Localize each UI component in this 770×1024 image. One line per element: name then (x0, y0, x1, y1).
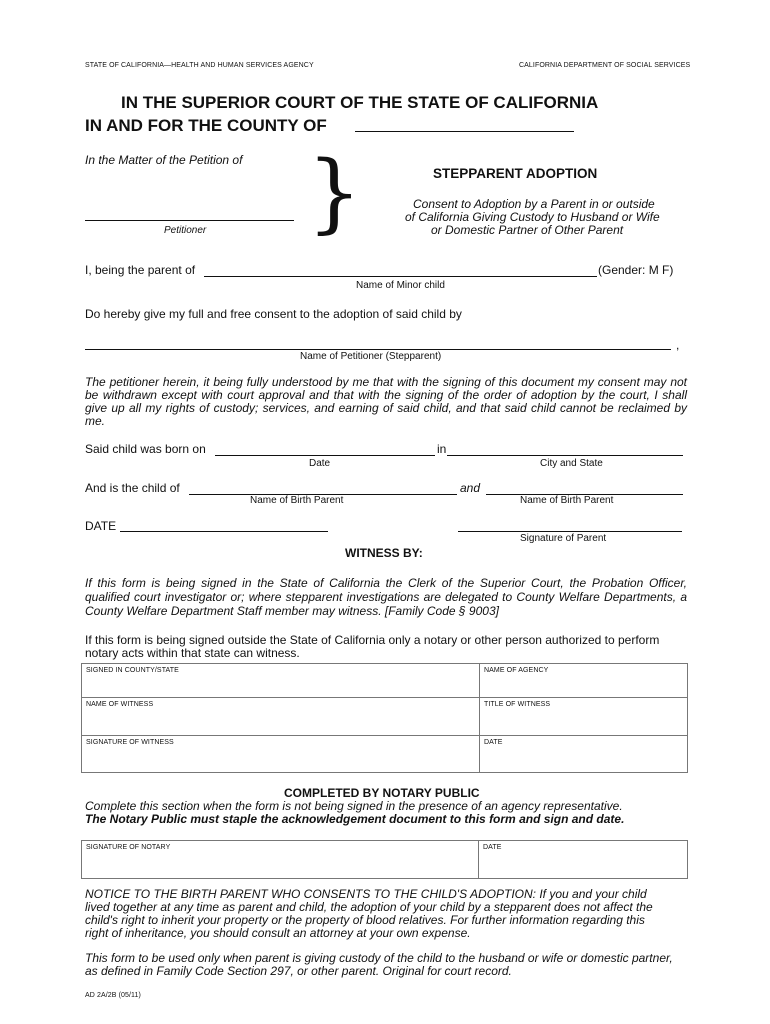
notary-instruction: Complete this section when the form is not being signed in the presence of an agency representative. (85, 799, 623, 813)
outside-witness-text: If this form is being signed outside the State of California only a notary or other person authorized to perform notary acts within that state can witness. (85, 633, 660, 660)
and-label: and (460, 481, 481, 495)
petitioner-field[interactable] (85, 220, 294, 221)
witness-date-label: DATE (484, 739, 503, 746)
notary-date-label: DATE (483, 844, 502, 851)
parent-signature-field[interactable] (458, 531, 682, 532)
witness-title-label: TITLE OF WITNESS (484, 701, 551, 708)
signature-label: Signature of Parent (520, 533, 607, 544)
comma: , (676, 338, 680, 352)
born-on-label: Said child was born on (85, 442, 206, 456)
birth-parent-1-label: Name of Birth Parent (250, 495, 344, 506)
birth-parent-notice: NOTICE TO THE BIRTH PARENT WHO CONSENTS TO THE CHILD'S ADOPTION: If you and your child lived together at any time as parent and child, the adoption of your child by a stepparent does not affect the child's right to inherit your property or the property of blood relatives. For further information regarding this right of inheritance, you should consult an attorney at your own expense. (85, 887, 653, 940)
notary-table (81, 840, 688, 879)
minor-child-field[interactable] (204, 276, 597, 277)
agency-cell[interactable] (480, 664, 687, 698)
county-field[interactable] (355, 131, 574, 132)
understanding-paragraph: The petitioner herein, it being fully understood by me that with the signing of this document my consent may not be withdrawn except with court approval and that with the signing of the order of adoption by the court, I shall give up all my rights of custody; services, and earning of said child, and that said child cannot be reclaimed by me. (85, 375, 687, 428)
witness-title-cell[interactable] (480, 698, 687, 736)
witness-signature-label: SIGNATURE OF WITNESS (86, 739, 174, 746)
form-title: STEPPARENT ADOPTION (433, 166, 598, 181)
signed-in-cell[interactable] (82, 664, 480, 698)
gender-field[interactable]: (Gender: M F) (598, 263, 674, 277)
witness-date-cell[interactable] (480, 736, 687, 772)
date-label: Date (309, 458, 331, 469)
witness-signature-cell[interactable] (82, 736, 480, 772)
witness-heading: WITNESS BY: (345, 546, 423, 560)
form-subtitle-3: or Domestic Partner of Other Parent (431, 223, 624, 237)
city-state-label: City and State (540, 458, 603, 469)
date-field-label: DATE (85, 519, 117, 533)
signed-in-label: SIGNED IN COUNTY/STATE (86, 667, 179, 674)
minor-child-label: Name of Minor child (356, 280, 445, 291)
agency-label: NAME OF AGENCY (484, 667, 549, 674)
california-witness-text: If this form is being signed in the State of California the Clerk of the Superior Court, the Probation Officer, qualified court investigator or; where stepparent investigations are delegated to County Welfare Departments, a County Welfare Department Staff member may witness. [Family Code § 9003] (85, 576, 687, 618)
form-subtitle-2: of California Giving Custody to Husband or Wife (405, 210, 660, 224)
notary-heading: COMPLETED BY NOTARY PUBLIC (284, 786, 480, 800)
witness-name-label: NAME OF WITNESS (86, 701, 154, 708)
matter-label: In the Matter of the Petition of (85, 153, 243, 167)
form-usage-note: This form to be used only when parent is giving custody of the child to the husband or wife or domestic partner, as defined in Family Code Section 297, or other parent. Original for court record. (85, 951, 673, 978)
birth-city-state-field[interactable] (447, 455, 683, 456)
department-header: CALIFORNIA DEPARTMENT OF SOCIAL SERVICES (519, 62, 691, 69)
form-subtitle-1: Consent to Adoption by a Parent in or outside (413, 197, 655, 211)
notary-date-cell[interactable] (479, 841, 687, 878)
witness-name-cell[interactable] (82, 698, 480, 736)
caption-brace: } (307, 143, 362, 243)
petitioner-stepparent-field[interactable] (85, 349, 671, 350)
signing-date-field[interactable] (120, 531, 328, 532)
parent-of-label: I, being the parent of (85, 263, 196, 277)
agency-header: STATE OF CALIFORNIA—HEALTH AND HUMAN SERVICES AGENCY (85, 62, 314, 69)
notary-signature-label: SIGNATURE OF NOTARY (86, 844, 171, 851)
petitioner-label: Petitioner (164, 225, 207, 236)
court-title-line1: IN THE SUPERIOR COURT OF THE STATE OF CALIFORNIA (121, 93, 599, 112)
birth-date-field[interactable] (215, 455, 435, 456)
in-label: in (437, 442, 447, 456)
form-number: AD 2A/2B (05/11) (85, 992, 141, 999)
petitioner-stepparent-label: Name of Petitioner (Stepparent) (300, 351, 442, 362)
child-of-label: And is the child of (85, 481, 180, 495)
birth-parent-2-label: Name of Birth Parent (520, 495, 614, 506)
consent-statement: Do hereby give my full and free consent to the adoption of said child by (85, 307, 462, 321)
notary-staple-instruction: The Notary Public must staple the acknowledgement document to this form and sign and date. (85, 812, 625, 826)
notary-signature-cell[interactable] (82, 841, 479, 878)
witness-table (81, 663, 688, 773)
court-title-line2: IN AND FOR THE COUNTY OF (85, 116, 327, 135)
